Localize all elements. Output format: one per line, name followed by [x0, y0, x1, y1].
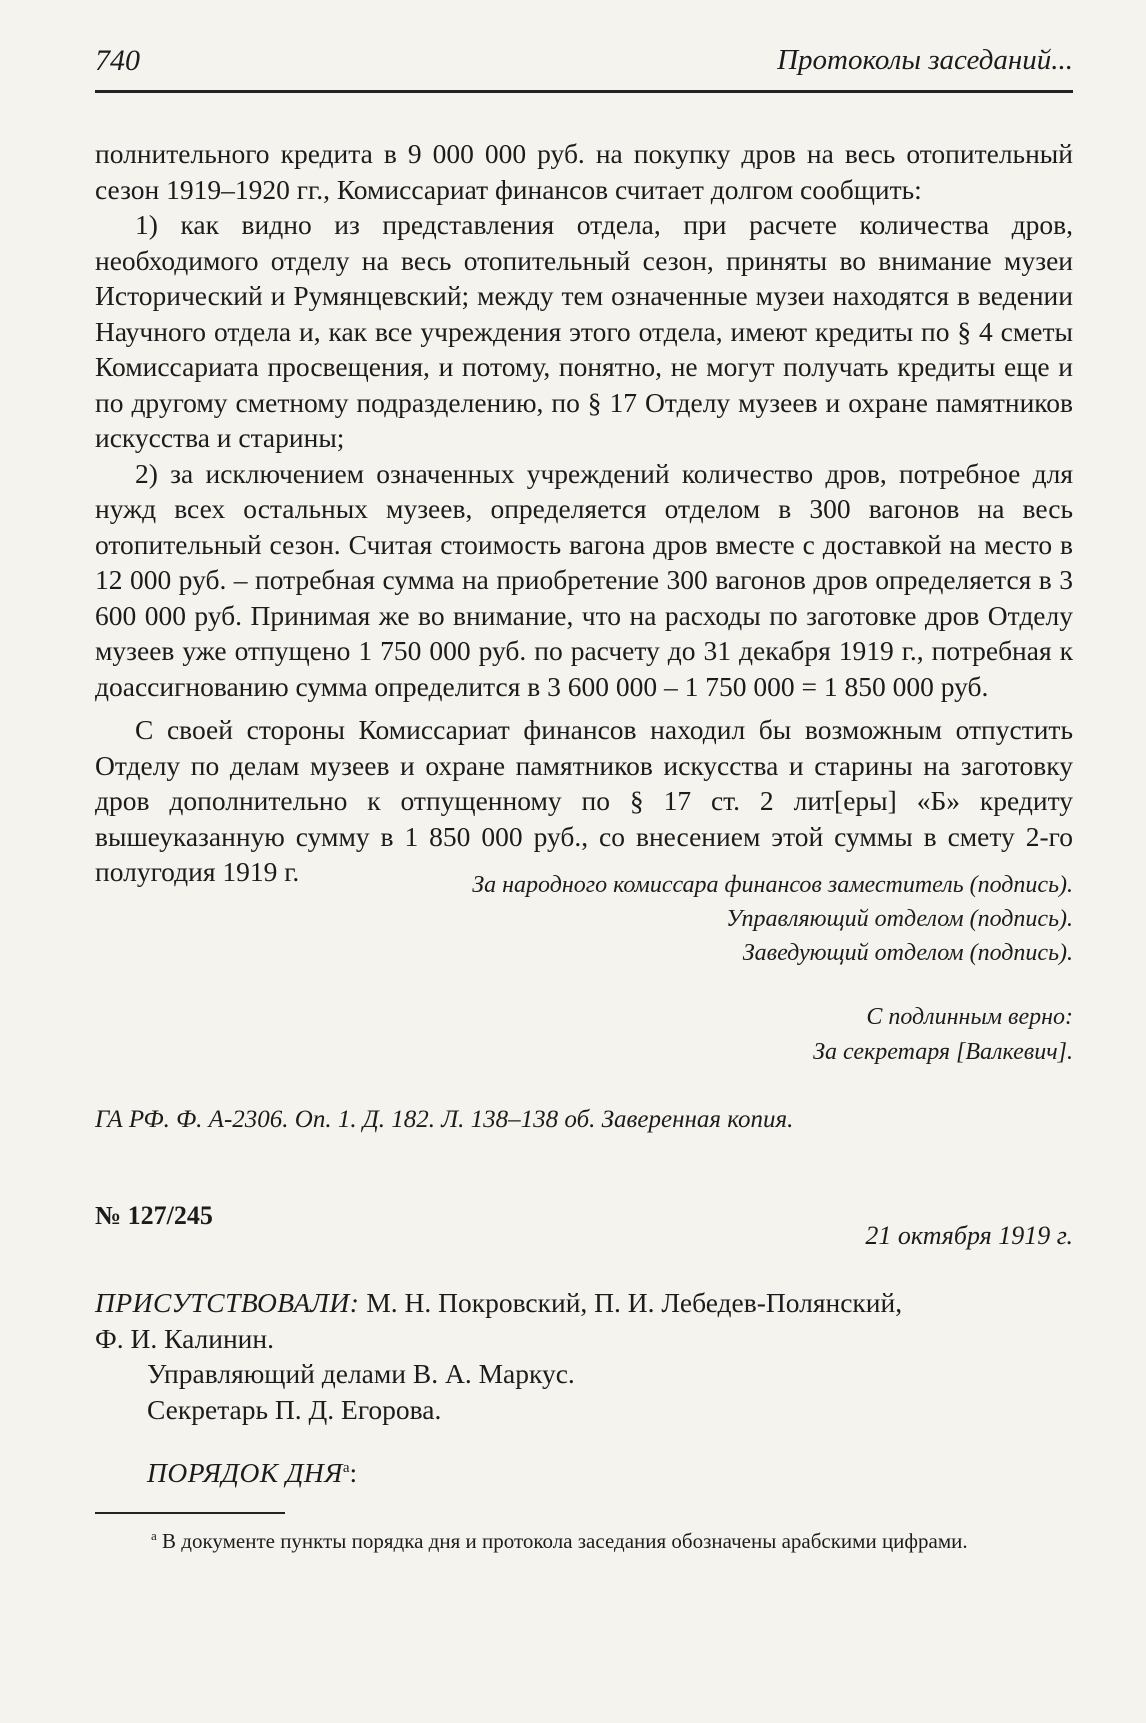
agenda-label: ПОРЯДОК ДНЯ — [147, 1457, 343, 1489]
paragraph-continuation: полнительного кредита в 9 000 000 руб. на покупку дров на весь отопительный сезон 1919–1920 гг., Комиссариат финансов считает долгом сообщить: — [95, 138, 1073, 205]
paragraph-point-2: 2) за исключением означенных учреждений количество дров, потребное для нужд всех остальных музеев, определяется отделом в 300 вагонов на весь отопительный сезон. Считая стоимость вагона дров вместе с доставкой на место в 12 000 руб. – потребная сумма на приобретение 300 вагонов дров определяется в 3 600 000 руб. Принимая же во внимание, что на расходы по заготовке дров Отделу музеев уже отпущено 1 750 000 руб. по расчету до 31 декабря 1919 г., потребная к доассигнованию сумма определится в 3 600 000 – 1 750 000 = 1 850 000 руб. — [95, 457, 1073, 702]
signature-deputy-commissar: За народного комиссара финансов заместитель (подпись). — [472, 872, 1073, 898]
running-title: Протоколы заседаний... — [777, 44, 1073, 76]
footnote — [95, 1521, 1073, 1556]
attendance-line — [95, 1285, 1073, 1321]
archive-reference: ГА РФ. Ф. А-2306. Оп. 1. Д. 182. Л. 138–138 об. Заверенная копия. — [95, 1106, 794, 1133]
agenda-footnote-marker: а — [342, 1460, 350, 1476]
attendance-members-1: М. Н. Покровский, П. И. Лебедев-Полянский, — [366, 1287, 903, 1318]
signature-department-manager: Управляющий отделом (подпись). — [726, 906, 1073, 932]
attendance-manager: Управляющий делами В. А. Маркус. — [147, 1358, 575, 1389]
document-number: № 127/245 — [95, 1201, 213, 1230]
footnote-text: В документе пункты порядка дня и протокола заседания обозначены арабскими цифрами. — [156, 1529, 968, 1553]
attendance-block — [95, 1285, 1073, 1427]
attendance-secretary: Секретарь П. Д. Егорова. — [147, 1393, 442, 1425]
paragraph-conclusion: С своей стороны Комиссариат финансов находил бы возможным отпустить Отделу по делам музеев и охране памятников искусства и старины на заготовку дров дополнительно к отпущенному по § 17 ст. 2 лит[еры] «Б» кредиту вышеуказанную сумму в 1 850 000 руб., со внесением этой суммы в смету 2-го полугодия 1919 г. — [95, 714, 1073, 887]
header-divider — [95, 90, 1073, 93]
attendance-members-2: Ф. И. Калинин. — [95, 1322, 274, 1354]
document-date: 21 октября 1919 г. — [865, 1221, 1073, 1250]
footnote-marker: а — [151, 1528, 157, 1543]
running-head — [95, 44, 1073, 84]
page-number: 740 — [95, 44, 140, 77]
certification-block — [95, 1000, 1073, 1070]
paragraph-point-1: 1) как видно из представления отдела, при расчете количества дров, необходимого отделу на весь отопительный сезон, приняты во внимание музеи Исторический и Румянцевский; между тем означенные музеи находятся в ведении Научного отдела и, как все учреждения этого отдела, имеют кредиты по § 4 сметы Комиссариата просвещения, и потому, понятно, не могут получать кредиты еще и по другому сметному подразделению, по § 17 Отделу музеев и охране памятников искусства и старины; — [95, 209, 1073, 453]
signature-block — [95, 868, 1073, 970]
agenda-colon: : — [349, 1457, 358, 1489]
footnote-divider — [95, 1512, 285, 1514]
letter-body — [95, 136, 1073, 890]
attendance-label: ПРИСУТСТВОВАЛИ: — [95, 1287, 360, 1318]
certification-line: С подлинным верно: — [866, 1004, 1073, 1030]
certification-secretary: За секретаря [Валкевич]. — [813, 1039, 1073, 1065]
agenda-heading — [147, 1451, 357, 1490]
signature-department-head: Заведующий отделом (подпись). — [742, 940, 1073, 966]
